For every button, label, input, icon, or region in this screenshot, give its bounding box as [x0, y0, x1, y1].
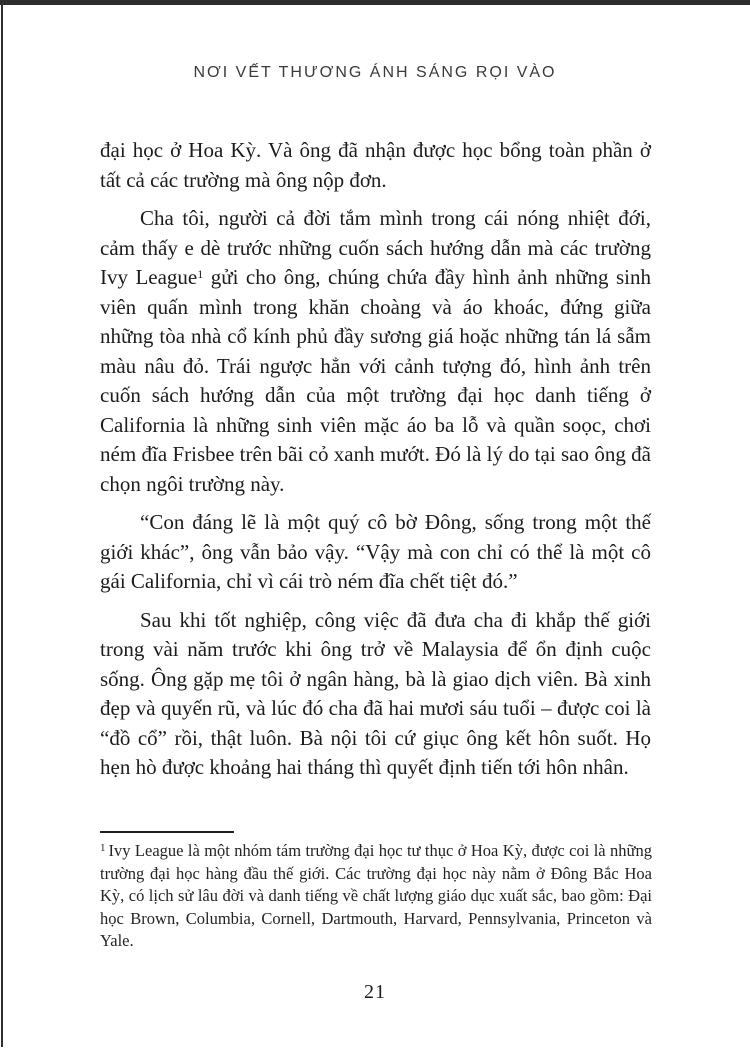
- footnote-separator-rule: [100, 831, 234, 833]
- paragraph-2-text-continued: gửi cho ông, chúng chứa đầy hình ảnh những sinh viên quấn mình trong khăn choàng và áo khoác, đứng giữa những tòa nhà cổ kính phủ đầy sương giá hoặc những tán lá sẫm màu nâu đỏ. Trái ngược hẳn với cảnh tượng đó, hình ảnh trên cuốn sách hướng dẫn của một trường đại học danh tiếng ở California là những sinh viên mặc áo ba lỗ và quần soọc, chơi ném đĩa Frisbee trên bãi cỏ xanh mướt. Đó là lý do tại sao ông đã chọn ngôi trường này.: [100, 265, 651, 496]
- footnote-text: [100, 840, 652, 953]
- footnote-marker: 1: [100, 842, 106, 854]
- paragraph-3: “Con đáng lẽ là một quý cô bờ Đông, sống trong một thế giới khác”, ông vẫn bảo vậy. “Vậy mà con chỉ có thể là một cô gái California, chỉ vì cái trò ném đĩa chết tiệt đó.”: [100, 510, 651, 593]
- footnote-body: Ivy League là một nhóm tám trường đại học tư thục ở Hoa Kỳ, được coi là những trường đại học hàng đầu thế giới. Các trường đại học này nằm ở Đông Bắc Hoa Kỳ, có lịch sử lâu đời và danh tiếng về chất lượng giáo dục xuất sắc, bao gồm: Đại học Brown, Columbia, Cornell, Dartmouth, Harvard, Pennsylvania, Princeton và Yale.: [100, 841, 652, 950]
- footnote-section: [100, 831, 652, 953]
- paragraph-2-text: Cha tôi, người cả đời tắm mình trong cái nóng nhiệt đới, cảm thấy e dè trước những cuốn sách hướng dẫn mà các trường Ivy League: [100, 206, 651, 289]
- paragraph-1: đại học ở Hoa Kỳ. Và ông đã nhận được học bổng toàn phần ở tất cả các trường mà ông nộp đơn.: [100, 138, 651, 192]
- paragraph-4: Sau khi tốt nghiệp, công việc đã đưa cha đi khắp thế giới trong vài năm trước khi ông trở về Malaysia để ổn định cuộc sống. Ông gặp mẹ tôi ở ngân hàng, bà là giao dịch viên. Bà xinh đẹp và quyến rũ, và lúc đó cha đã hai mươi sáu tuổi – được coi là “đồ cổ” rồi, thật luôn. Bà nội tôi cứ giục ông kết hôn suốt. Họ hẹn hò được khoảng hai tháng thì quyết định tiến tới hôn nhân.: [100, 607, 651, 779]
- body-text: [100, 136, 651, 792]
- paragraph-2: [100, 204, 651, 499]
- scan-left-edge: [1, 0, 3, 1047]
- scan-top-edge: [0, 0, 750, 5]
- footnote-reference: 1: [197, 267, 204, 281]
- running-header: NƠI VẾT THƯƠNG ÁNH SÁNG RỌI VÀO: [193, 64, 557, 81]
- page-number: 21: [364, 981, 386, 1003]
